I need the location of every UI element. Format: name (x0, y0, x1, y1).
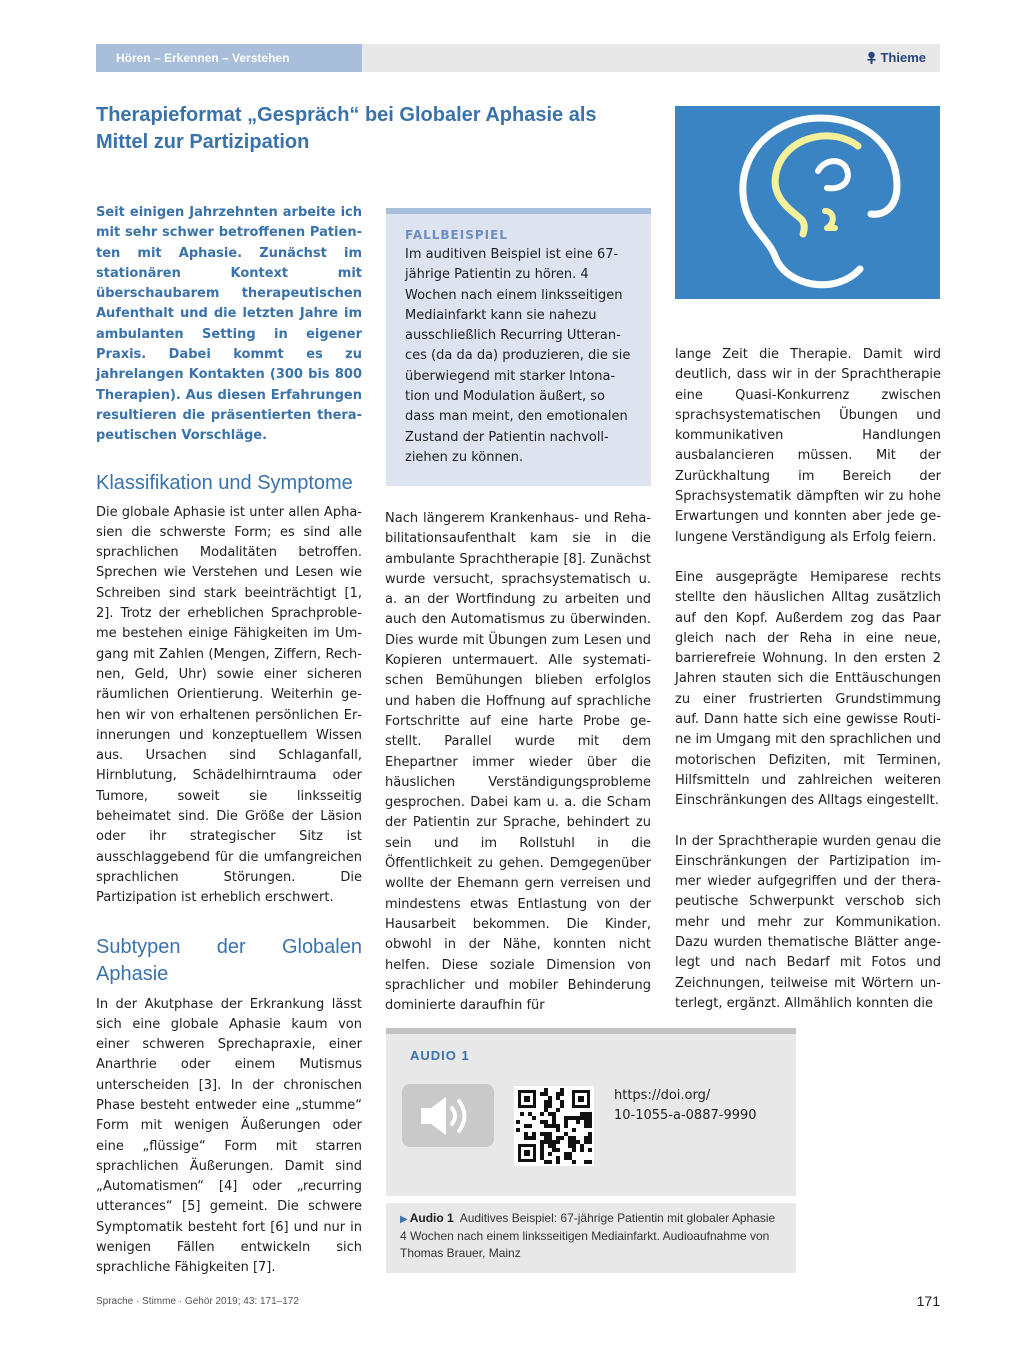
fallbeispiel-label: FALLBEISPIEL (405, 228, 508, 242)
column-left (96, 203, 362, 1279)
ear-icon (675, 106, 940, 299)
column-middle (385, 509, 651, 1016)
caption-label: Audio 1 (409, 1211, 454, 1225)
paragraph-right-1: lange Zeit die Therapie. Damit wird deutlich, dass wir in der Sprachtherapie eine Quasi-Konkurrenz zwischen sprachsystematischen Übungen und kommunikativen Handlungen ausbalancieren müssen. Mit der Zurückhaltung im Bereich der Sprachsystematik dämpften wir zu hohe Erwartungen und konnten aber jede gelungene Verständigung als Erfolg feiern. (675, 347, 941, 545)
section-label: Hören – Erkennen – Verstehen (116, 51, 290, 65)
heading-klassifikation: Klassifikation und Symptome (96, 471, 353, 494)
audio-caption (386, 1203, 796, 1273)
paragraph-middle: Nach längerem Krankenhaus- und Rehabilitationsaufenthalt kam sie in die ambulante Sprachtherapie [8]. Zunächst wurde versucht, sprachsystematisch u. a. an der Wortfindung zu arbeiten und auch den Automatismus zu überwinden. Dies wurde mit Übungen zum Lesen und Kopieren untermauert. Alle systematischen Bemühungen blieben erfolglos und haben die Hoffnung auf sprachliche Fortschritte auf eine harte Probe gestellt. Parallel wurde mit dem Ehepartner immer wieder über die häuslichen Verständigungsprobleme gesprochen. Dabei kam u. a. die Scham der Patientin zur Sprache, behindert zu sein und im Rollstuhl in die Öffentlichkeit zu gehen. Demgegenüber wollte der Ehemann gern verreisen und mindestens etwas Entlastung von der Hausarbeit bekommen. Die Kinder, obwohl in der Nähe, konnten nicht helfen. Diese soziale Dimension von sprachlicher und mobiler Behinderung dominierte daraufhin für (385, 511, 651, 1014)
heading-subtypen: Subtypen der Globalen Aphasie (96, 935, 362, 985)
audio-label: AUDIO 1 (410, 1048, 470, 1063)
caption-text: Auditives Beispiel: 67-jährige Patientin mit globaler Aphasie 4 Wochen nach einem linksseitigen Mediainfarkt. Audioaufnahme von Thomas Brauer, Mainz (400, 1211, 776, 1260)
paragraph-subtypen: In der Akutphase der Erkrankung lässt sich eine globale Aphasie kaum von einer schweren Sprechapraxie, einer Anarthrie oder einem Mutismus unterscheiden [3]. In der chronischen Phase besteht entweder eine „stumme“ Form mit wenigen Äußerungen oder eine „flüssige“ Form mit starren sprachlichen Äußerungen. Damit sind „Automatismen“ [4] oder „recurring utterances“ [5] gemeint. Die schwere Symptomatik besteht fort [6] und nur in wenigen Fällen entwickeln sich sprachliche Fähigkeiten [7]. (96, 996, 362, 1276)
lead-paragraph: Seit einigen Jahrzehnten arbeite ich mit sehr schwer betroffenen Patienten mit Aphasie. Zunächst im stationären Kontext mit überschaubarem therapeutischen Aufenthalt und die letzten Jahre im ambulanten Setting in eigener Praxis. Dabei kommt es zu jahrelangen Kontakten (300 bis 800 Therapien). Aus diesen Erfahrungen resultieren die präsentierten therapeutischen Vorschläge. (96, 205, 362, 444)
audio-box (386, 1028, 796, 1196)
audio-doi-link[interactable] (614, 1086, 757, 1126)
paragraph-right-3: In der Sprachtherapie wurden genau die Einschränkungen der Partizipation immer wieder aufgegriffen und der therapeutische Schwerpunkt verschob sich mehr und mehr zur Kommunikation. Dazu wurden thematische Blätter angelegt und nach Bedarf mit Fotos und Zeichnungen, teilweise mit Wörtern unterlegt, ergänzt. Allmählich konnten die (675, 833, 941, 1011)
article-title: Therapieformat „Gespräch“ bei Globaler Aphasie als Mittel zur Partizipation (96, 104, 597, 153)
fallbeispiel-text: Im auditiven Beispiel ist eine 67-jährige Patientin zu hören. 4 Wochen nach einem linksseitigen Mediainfarkt kann sie nahezu ausschließlich Recurring Utterances (da da da) produzieren, die sie überwiegend mit starker Intonation und Modulation äußert, so dass man meint, den emotionalen Zustand der Patientin nachvollziehen zu können. (405, 247, 631, 465)
doi-line-2: 10-1055-a-0887-9990 (614, 1108, 757, 1123)
audio-play-button[interactable] (402, 1084, 494, 1147)
section-header-bar (96, 44, 362, 72)
qr-code[interactable] (514, 1086, 594, 1166)
caption-arrow-icon: ▶ (400, 1214, 408, 1225)
doi-line-1: https://doi.org/ (614, 1088, 711, 1103)
hero-image (675, 106, 940, 299)
paragraph-klassifikation: Die globale Aphasie ist unter allen Aphasien die schwerste Form; es sind alle sprachlichen Modalitäten betroffen. Sprechen wie Verstehen und Lesen wie Schreiben sind stark beeinträchtigt [1, 2]. Trotz der erheblichen Sprachprobleme bestehen einige Fähigkeiten im Umgang mit Zahlen (Mengen, Ziffern, Rechnen, Geld, Uhr) sowie einer sicheren räumlichen Orientierung. Weiterhin gehen wir von erhaltenen persönlichen Erinnerungen und konzeptuellem Wissen aus. Ursachen sind Schlaganfall, Hirnblutung, Schädelhirntrauma oder Tumore, soweit sie linksseitig beheimatet sind. Die Größe der Läsion oder ihr strategischer Sitz ist ausschlaggebend für die umfangreichen sprachlichen Störungen. Die Partizipation ist erheblich erschwert. (96, 504, 362, 906)
fallbeispiel-box (386, 208, 651, 486)
publisher-name: Thieme (880, 50, 926, 65)
journal-citation: Sprache · Stimme · Gehör 2019; 43: 171–172 (96, 1296, 299, 1307)
page-number: 171 (916, 1293, 940, 1309)
thieme-mark-icon (866, 51, 877, 64)
publisher-logo (866, 44, 926, 72)
publisher-bar (362, 44, 940, 72)
column-right (675, 345, 941, 1014)
speaker-icon (402, 1084, 494, 1147)
paragraph-right-2: Eine ausgeprägte Hemiparese rechts stellte den häuslichen Alltag zusätzlich auf den Kopf. Außerdem zog das Paar gleich nach der Reha in eine neue, barrierefreie Wohnung. In den ersten 2 Jahren stauten sich die Enttäuschungen zu einer frustrierten Grundstimmung auf. Dann hatte sich eine gewisse Routine im Umgang mit den sprachlichen und motorischen Defiziten, mit Terminen, Hilfsmitteln und zahlreichen weiteren Einschränkungen des Alltags eingestellt. (675, 569, 941, 809)
